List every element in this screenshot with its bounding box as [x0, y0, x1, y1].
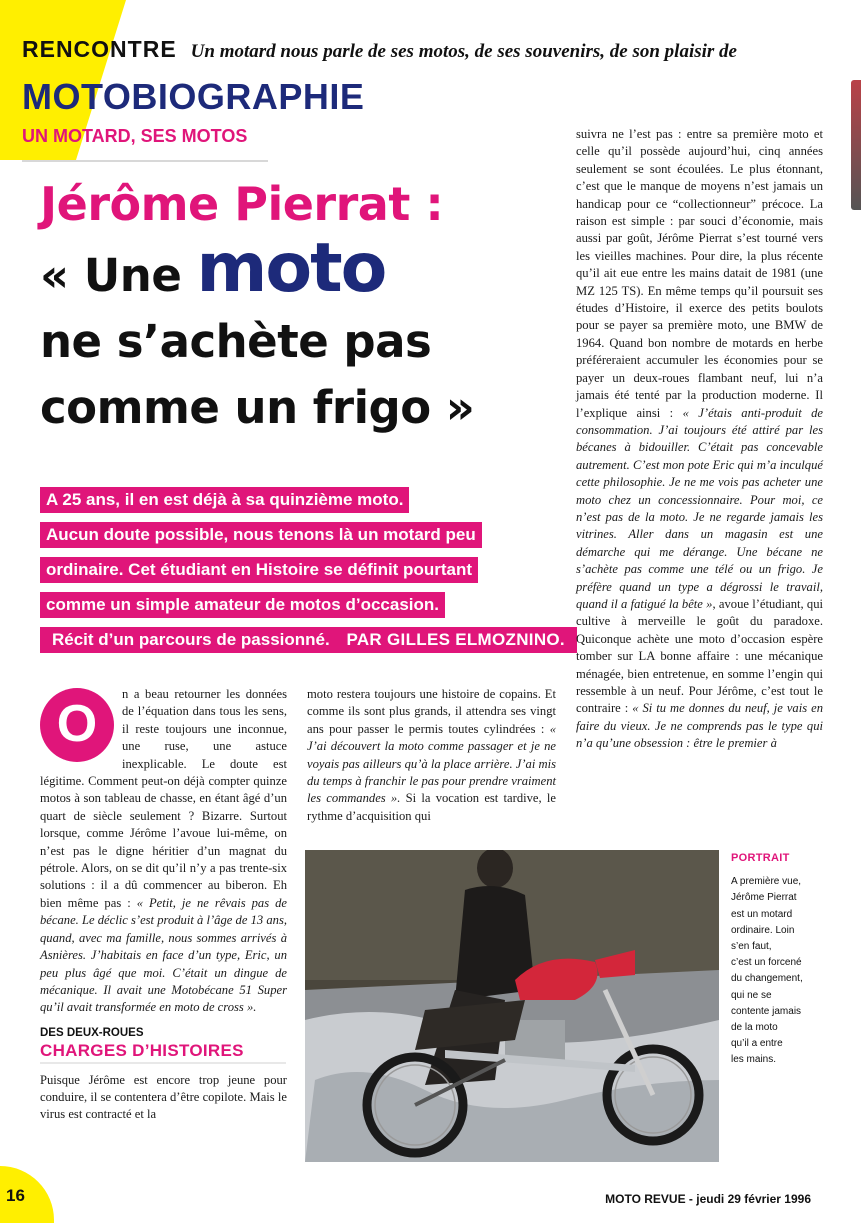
- paragraph-text: n a beau retourner les données de l’équation dans tous les sens, il reste toujours une inconnue, une ruse, une astuce inexplicable. Le doute est légitime. Comment peut-on déjà compter quinze motos à son tableau de chasse, en étant âgé d’un quart de siècle seulement ? Bizarre. Surtout lorsque, comme Jérôme l’avoue lui-même, on n’est pas le digne héritier d’un magnat du pétrole. Alors, on se dit qu’il n’y a pas trente-six solutions : il a dû commencer au biberon. Eh bien même pas :: [40, 687, 287, 910]
- chapo-text: A 25 ans, il en est déjà à sa quinzième moto.: [40, 487, 409, 513]
- chapo-text: ordinaire. Cet étudiant en Histoire se définit pourtant: [40, 557, 478, 583]
- paragraph: Puisque Jérôme est encore trop jeune pour conduire, il se contentera d’être copilote. Mais le virus est contracté et la: [40, 1072, 287, 1122]
- motorcycle-photo: [305, 850, 719, 1162]
- page-number: 16: [6, 1186, 25, 1205]
- section-divider: [22, 160, 268, 162]
- headline-big-word: moto: [196, 229, 386, 308]
- header-row: [22, 36, 861, 66]
- caption-line: est un motard: [731, 908, 793, 920]
- paragraph-text: , avoue l’étudiant, qui cultive à merveille le goût du paradoxe. Quiconque achète une moto d’occasion espère tomber sur LA bonne affaire : une mécanique ménagée, bien entretenue, en somme l’engin qui ressemble à un neuf. Pour Jérôme, c’est tout le contraire :: [576, 596, 824, 716]
- chapo-text: Récit d’un parcours de passionné.: [46, 627, 336, 653]
- caption-line: s’en faut,: [731, 941, 772, 953]
- paragraph: [576, 126, 823, 753]
- caption-line: contente jamais: [731, 1005, 802, 1017]
- paragraph: [307, 686, 556, 825]
- chapo-line: [40, 557, 575, 592]
- caption-line: c’est un forcené: [731, 957, 802, 969]
- caption-line: ordinaire. Loin: [731, 924, 795, 936]
- chapo-line: [40, 487, 575, 522]
- section-subtitle: UN MOTARD, SES MOTOS: [22, 126, 248, 146]
- chapo-line: [40, 627, 575, 662]
- chapo-line: [40, 592, 575, 627]
- article-column-3: [576, 126, 823, 753]
- quote-text: « J’ai découvert la moto comme passager et je ne voyais pas ailleurs qu’à la place arrière. J’ai mis du temps à franchir le pas pour prendre vraiment les commandes ».: [307, 721, 556, 806]
- caption-line: du changement,: [731, 973, 803, 985]
- paragraph-text: moto restera toujours une histoire de copains. Et comme ils sont plus grands, il attendra ses vingt ans pour passer le permis toutes cylindrées :: [307, 687, 556, 736]
- section-title: MOTOBIOGRAPHIE: [22, 76, 365, 117]
- article-column-1: [40, 686, 287, 1124]
- headline-quote-open: « Une: [40, 249, 197, 302]
- dropcap: O: [40, 688, 114, 762]
- chapo-text: comme un simple amateur de motos d’occasion.: [40, 592, 445, 618]
- paragraph-text: Si la vocation est tardive, le rythme d’acquisition qui: [307, 791, 556, 823]
- article-column-2: [307, 686, 556, 825]
- quote-text: « Si tu me donnes du neuf, je vais en faire du vieux. Je ne comprends pas le type qui n’a qu’une obsession : être le premier à: [576, 701, 823, 751]
- caption-line: les mains.: [731, 1054, 777, 1066]
- chapo-text: Aucun doute possible, nous tenons là un motard peu: [40, 522, 482, 548]
- header-tagline: Un motard nous parle de ses motos, de ses souvenirs, de son plaisir de: [190, 41, 737, 62]
- caption-line: de la moto: [731, 1022, 778, 1034]
- paragraph-text: suivra ne l’est pas : entre sa première moto et celle qu’il possède aujourd’hui, cinq années seulement se sont écoulées. Le plus étonnant, c’est que le manque de moyens n’est jamais un handicap pour ce “collectionneur” précoce. La raison est simple : par souci d’économie, mais aussi par goût, Jérôme Pierrat s’est tourné vers les vieilles machines. Pour dire, la plus récente qu’il ait eue entre les mains datait de 1981 (une MZ 125 TS). En même temps qu’il poursuit ses études d’Histoire, il exerce des petits boulots pour se payer sa première moto, une BMW de 1964. Quand bon nombre de motards en herbe préféreraient accumuler les économies pour se payer un deux-roues flambant neuf, lui n’a jamais été tenté par la production moderne. Il l’explique ainsi :: [576, 127, 823, 420]
- headline-line-3: ne s’achète pas: [40, 315, 432, 368]
- chapo: [40, 487, 575, 662]
- caption-line: Jérôme Pierrat: [731, 892, 797, 904]
- chapo-last: [40, 627, 577, 653]
- caption-line: A première vue,: [731, 876, 802, 888]
- motorcycle-illustration: [305, 850, 719, 1162]
- intertitle-kicker: DES DEUX-ROUES: [40, 1026, 144, 1039]
- adjacent-page-edge: [851, 80, 861, 210]
- headline-line-4: comme un frigo »: [40, 381, 475, 434]
- quote-text: « Petit, je ne rêvais pas de bécane. Le déclic s’est produit à l’âge de 13 ans, quand, avec ma famille, nous sommes arrivés à Asnières. J’habitais en face d’un type, Eric, un peu plus âgé que moi. C’était un dingue de mécanique. Il avait une Motobécane 51 Super qu’il avait transformée en moto de cross ».: [40, 895, 287, 1015]
- caption-line: qu’il a entre: [731, 1038, 783, 1050]
- rubrique-label: RENCONTRE: [22, 36, 177, 62]
- intertitle: CHARGES D’HISTOIRES: [40, 1041, 244, 1061]
- publication-footer: MOTO REVUE - jeudi 29 février 1996: [605, 1192, 811, 1206]
- byline: PAR GILLES ELMOZNINO.: [340, 627, 570, 653]
- headline: [40, 172, 570, 441]
- caption-title: PORTRAIT: [731, 852, 790, 864]
- chapo-line: [40, 522, 575, 557]
- headline-name: Jérôme Pierrat :: [40, 177, 444, 231]
- intertitle-divider: [40, 1062, 286, 1064]
- photo-caption: [731, 850, 841, 1069]
- headline-line-2: [40, 229, 570, 309]
- quote-text: « J’étais anti-produit de consommation. J’ai toujours été attiré par les bécanes à bidouiller. C’était pas concevable autrement. C’est mon pote Eric qui m’a inculqué cette philosophie. Je ne me vois pas acheter une moto chez un concessionnaire. Pour moi, ce n’est pas de la moto. Je ne regarde jamais les vitrines. Aller dans un magasin est une démarche qui me dérange. Une bécane ne s’achète pas comme une télé ou un frigo. Je préfère quand un type a dégrossi le travail, quand il a fatigué la bête »: [576, 405, 823, 611]
- caption-line: qui ne se: [731, 989, 772, 1001]
